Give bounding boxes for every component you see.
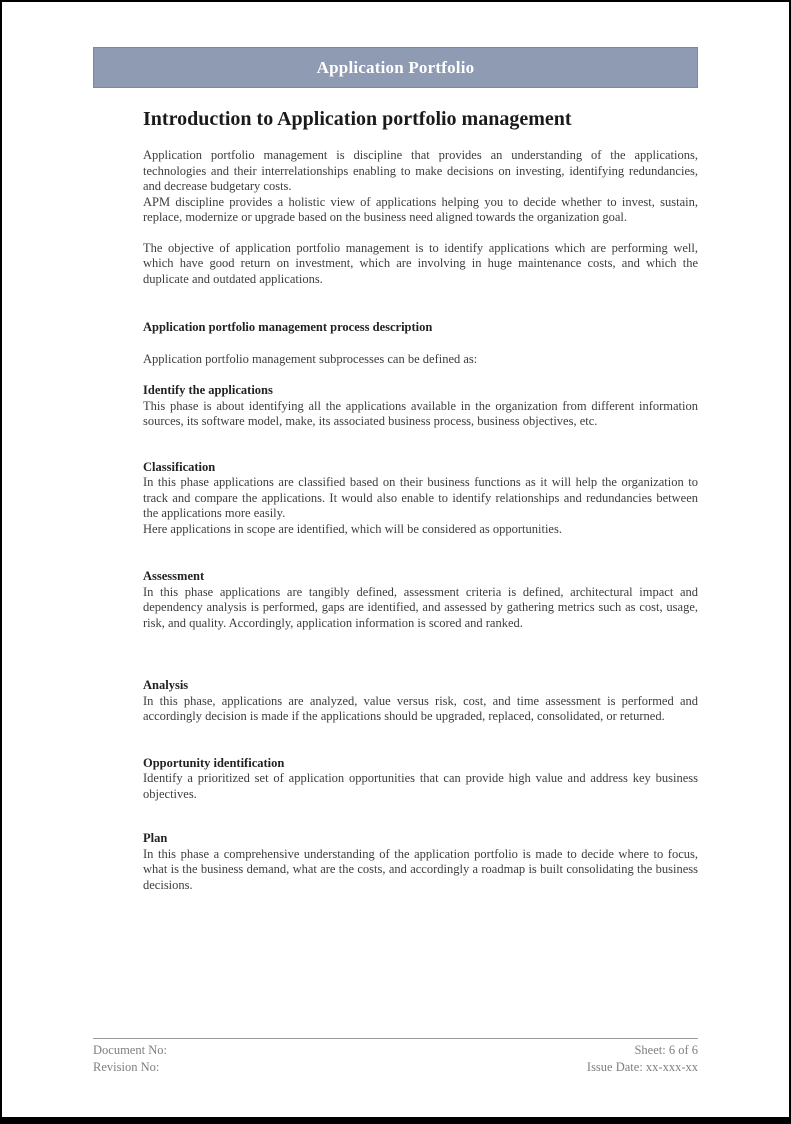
- page-title: Introduction to Application portfolio management: [143, 108, 572, 130]
- section-body: In this phase a comprehensive understanding of the application portfolio is made to decide where to focus, what is the business demand, what are the costs, and accordingly a roadmap is built consolidating the business decisions.: [143, 846, 698, 892]
- section-body: Identify a prioritized set of application opportunities that can provide high value and address key business objectives.: [143, 771, 698, 801]
- banner-title: Application Portfolio: [316, 57, 475, 77]
- document-body: [143, 107, 698, 893]
- page-footer: [93, 1038, 698, 1076]
- issue-date: Issue Date: xx-xxx-xx: [586, 1060, 698, 1074]
- section-body-extra: Here applications in scope are identified, which will be considered as opportunities.: [143, 521, 562, 536]
- page-header-banner: [93, 47, 698, 88]
- intro-paragraph-1: Application portfolio management is discipline that provides an understanding of the applications, technologies and their interrelationships enabling to make decisions on investing, identifying redundancies, and decrease budgetary costs.: [143, 148, 698, 193]
- section-body: In this phase, applications are analyzed, value versus risk, cost, and time assessment is performed and accordingly decision is made if the applications should be upgraded, replaced, consolidated, or returned.: [143, 693, 698, 723]
- intro-paragraph-3: The objective of application portfolio management is to identify applications which are performing well, which have good return on investment, which are involving in huge maintenance costs, and which the duplicate and outdated applications.: [143, 240, 698, 286]
- section-heading: Classification: [143, 459, 216, 474]
- section-body: This phase is about identifying all the applications available in the organization from different information sources, its software model, make, its associated business process, business objectives, etc.: [143, 398, 698, 428]
- section-identify-the-applications: [143, 383, 698, 430]
- section-classification: [143, 460, 698, 538]
- section-body: In this phase applications are tangibly defined, assessment criteria is defined, architectural impact and dependency analysis is performed, gaps are identified, and assessed by gathering metrics such as cost, usage, risk, and quality. Accordingly, application information is scored and ranked.: [143, 584, 698, 630]
- section-body: In this phase applications are classified based on their business functions as it will help the organization to track and compare the applications. It would also enable to identify relationships and redundancies between the applications more easily.: [143, 475, 698, 520]
- intro-paragraph-2: APM discipline provides a holistic view of applications helping you to decide whether to invest, sustain, replace, modernize or upgrade based on the business need aligned towards the organization goal.: [143, 194, 698, 224]
- revision-no-label: Revision No:: [93, 1060, 160, 1074]
- section-heading: Analysis: [143, 678, 189, 692]
- section-heading: Identify the applications: [143, 383, 273, 397]
- footer-right: [587, 1042, 698, 1076]
- sheet-number: Sheet: 6 of 6: [634, 1043, 698, 1057]
- section-plan: [143, 831, 698, 893]
- section-analysis: [143, 678, 698, 725]
- section-heading: Plan: [143, 831, 168, 845]
- section-assessment: [143, 569, 698, 631]
- section-opportunity-identification: [143, 756, 698, 803]
- process-description-intro: Application portfolio management subprocesses can be defined as:: [143, 351, 478, 366]
- footer-left: [93, 1042, 167, 1076]
- process-description-heading: Application portfolio management process description: [143, 320, 433, 334]
- document-no-label: Document No:: [93, 1043, 167, 1057]
- section-heading: Opportunity identification: [143, 755, 285, 770]
- section-heading: Assessment: [143, 569, 205, 583]
